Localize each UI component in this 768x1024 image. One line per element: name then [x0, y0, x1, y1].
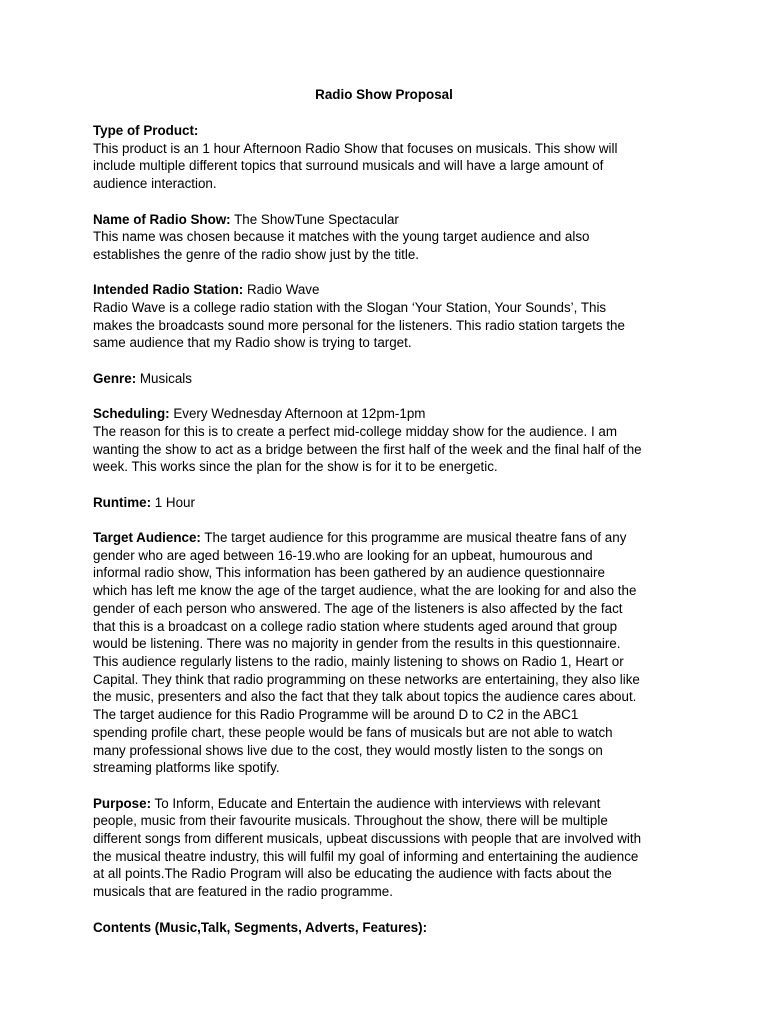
section-0: [93, 122, 683, 193]
body-text-line: would be listening. There was no majority in gender from the results in this questionnaire.: [93, 636, 621, 652]
section-label: Genre:: [93, 370, 137, 386]
body-text-line: which has left me know the age of the target audience, what the are looking for and also the: [93, 583, 637, 599]
section-heading-line: [93, 122, 683, 140]
section-heading-line: [93, 370, 683, 388]
body-text-line: This audience regularly listens to the radio, mainly listening to shows on Radio 1, Heart or: [93, 654, 624, 669]
body-text-line: many professional shows live due to the cost, they would mostly listen to the songs on: [93, 742, 603, 758]
body-text-line: Capital. They think that radio programming on these networks are entertaining, they also like: [93, 671, 640, 687]
body-text-line: audience interaction.: [93, 176, 217, 192]
section-heading-line: [93, 281, 683, 299]
section-heading-line: [93, 494, 683, 512]
section-6: [93, 529, 683, 777]
body-text-line: informal radio show, This information has been gathered by an audience questionnaire: [93, 565, 605, 581]
section-inline-value: Every Wednesday Afternoon at 12pm-1pm: [169, 406, 426, 422]
body-text-line: streaming platforms like spotify.: [93, 760, 280, 776]
body-text-line: The target audience for this Radio Programme will be around D to C2 in the ABC1: [93, 707, 579, 723]
document-title: Radio Show Proposal: [315, 87, 453, 102]
section-inline-value: The target audience for this programme are musical theatre fans of any: [200, 530, 627, 546]
section-label: Purpose:: [93, 795, 152, 811]
section-7: [93, 795, 683, 901]
section-2: [93, 281, 683, 352]
section-inline-value: To Inform, Educate and Entertain the audience with interviews with relevant: [151, 795, 601, 811]
body-text-line: different songs from different musicals, upbeat discussions with people that are involved with: [93, 831, 642, 847]
section-1: [93, 211, 683, 264]
section-heading-line: [93, 405, 683, 423]
section-4: [93, 405, 683, 476]
body-text-line: This name was chosen because it matches with the young target audience and also: [93, 229, 590, 245]
section-label: Target Audience:: [93, 530, 201, 546]
body-text-line: same audience that my Radio show is trying to target.: [93, 335, 412, 351]
section-heading-line: [93, 529, 683, 547]
body-text-line: at all points.The Radio Program will also be educating the audience with facts about the: [93, 866, 612, 882]
section-label: Name of Radio Show:: [93, 211, 231, 227]
section-inline-value: Musicals: [136, 370, 192, 386]
section-8: [93, 919, 683, 937]
section-heading-line: [93, 211, 683, 229]
body-text-line: people, music from their favourite musicals. Throughout the show, there will be multiple: [93, 813, 608, 829]
section-heading-line: [93, 795, 683, 813]
section-label: Scheduling:: [93, 406, 170, 422]
body-text-line: gender who are aged between 16-19.who are looking for an upbeat, humourous and: [93, 547, 593, 563]
body-text-line: Radio Wave is a college radio station with the Slogan ‘Your Station, Your Sounds’, This: [93, 300, 607, 315]
body-text-line: This product is an 1 hour Afternoon Radio Show that focuses on musicals. This show will: [93, 140, 618, 156]
body-text-line: establishes the genre of the radio show just by the title.: [93, 246, 420, 262]
body-text-line: makes the broadcasts sound more personal for the listeners. This radio station targets the: [93, 317, 625, 333]
section-label: Type of Product:: [93, 123, 199, 138]
body-text-line: The reason for this is to create a perfect mid-college midday show for the audience. I am: [93, 423, 617, 439]
section-inline-value: Radio Wave: [243, 282, 320, 298]
body-text-line: include multiple different topics that surround musicals and will have a large amount of: [93, 158, 604, 174]
body-text-line: wanting the show to act as a bridge between the first half of the week and the final half of the: [93, 441, 642, 457]
body-text-line: week. This works since the plan for the show is for it to be energetic.: [93, 459, 498, 475]
section-5: [93, 494, 683, 512]
section-inline-value: The ShowTune Spectacular: [230, 211, 399, 227]
body-text-line: musicals that are featured in the radio programme.: [93, 884, 393, 900]
body-text-line: spending profile chart, these people would be fans of musicals but are not able to watch: [93, 724, 613, 740]
body-text-line: that this is a broadcast on a college radio station where students aged around that group: [93, 618, 618, 634]
body-text-line: the musical theatre industry, this will fulfil my goal of informing and entertaining the audience: [93, 848, 639, 864]
section-label: Runtime:: [93, 494, 152, 510]
body-text-line: the music, presenters and also the fact that they talk about topics the audience cares about.: [93, 689, 637, 705]
section-inline-value: 1 Hour: [151, 494, 195, 510]
section-label: Intended Radio Station:: [93, 282, 244, 298]
section-heading-line: [93, 919, 683, 937]
body-text-line: gender of each person who answered. The age of the listeners is also affected by the fact: [93, 600, 623, 616]
section-label: Contents (Music,Talk, Segments, Adverts, Features):: [93, 919, 428, 935]
document-body: [93, 122, 683, 954]
section-3: [93, 370, 683, 388]
